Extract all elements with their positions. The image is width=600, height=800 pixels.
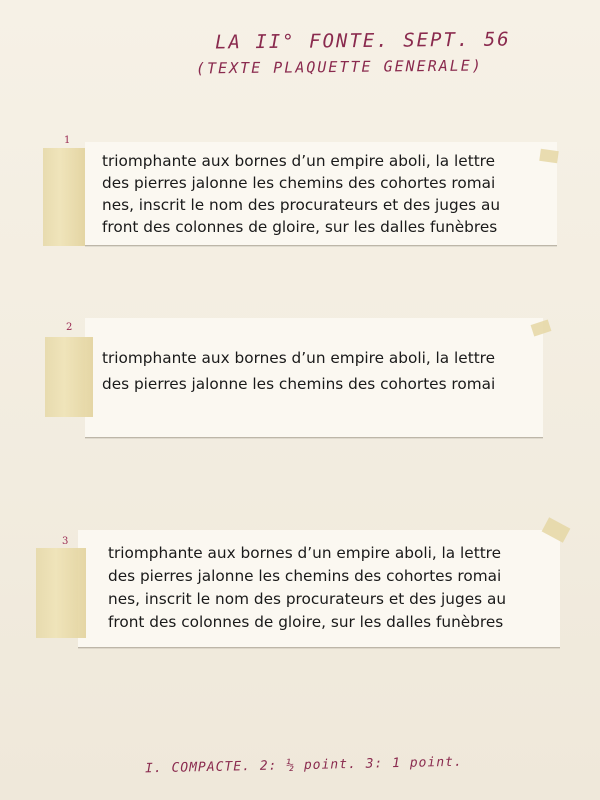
specimen-line: triomphante aux bornes d’un empire aboli, la lettre [102, 349, 496, 367]
specimen-line: des pierres jalonne les chemins des cohortes romai [108, 567, 502, 585]
specimen-line: front des colonnes de gloire, sur les dalles funèbres [108, 613, 504, 631]
specimen-line: nes, inscrit le nom des procurateurs et des juges au [108, 590, 507, 608]
specimen-text-2 [102, 345, 495, 397]
tape-corner-1 [539, 149, 558, 163]
tape-left-1 [43, 148, 85, 246]
strip-rule [78, 647, 560, 648]
strip-rule [85, 437, 543, 438]
tape-left-2 [45, 337, 93, 417]
handwritten-title: LA II° FONTE. SEPT. 56 [214, 28, 511, 54]
strip-rule [85, 245, 557, 246]
specimen-line: triomphante aux bornes d’un empire aboli, la lettre [102, 152, 496, 170]
tape-left-3 [36, 548, 86, 638]
specimen-marker-2: 2 [66, 322, 73, 333]
handwritten-footnote: I. COMPACTE. 2: ½ point. 3: 1 point. [144, 754, 463, 777]
handwritten-subtitle: (TEXTE PLAQUETTE GENERALE) [195, 56, 483, 78]
specimen-line: front des colonnes de gloire, sur les dalles funèbres [102, 218, 498, 236]
specimen-marker-1: 1 [64, 135, 71, 146]
specimen-text-3 [108, 542, 506, 634]
specimen-line: nes, inscrit le nom des procurateurs et des juges au [102, 196, 501, 214]
specimen-marker-3: 3 [62, 536, 69, 547]
specimen-line: triomphante aux bornes d’un empire aboli, la lettre [108, 544, 502, 562]
specimen-line: des pierres jalonne les chemins des cohortes romai [102, 174, 496, 192]
specimen-line: des pierres jalonne les chemins des cohortes romai [102, 375, 496, 393]
specimen-text-1 [102, 150, 500, 238]
